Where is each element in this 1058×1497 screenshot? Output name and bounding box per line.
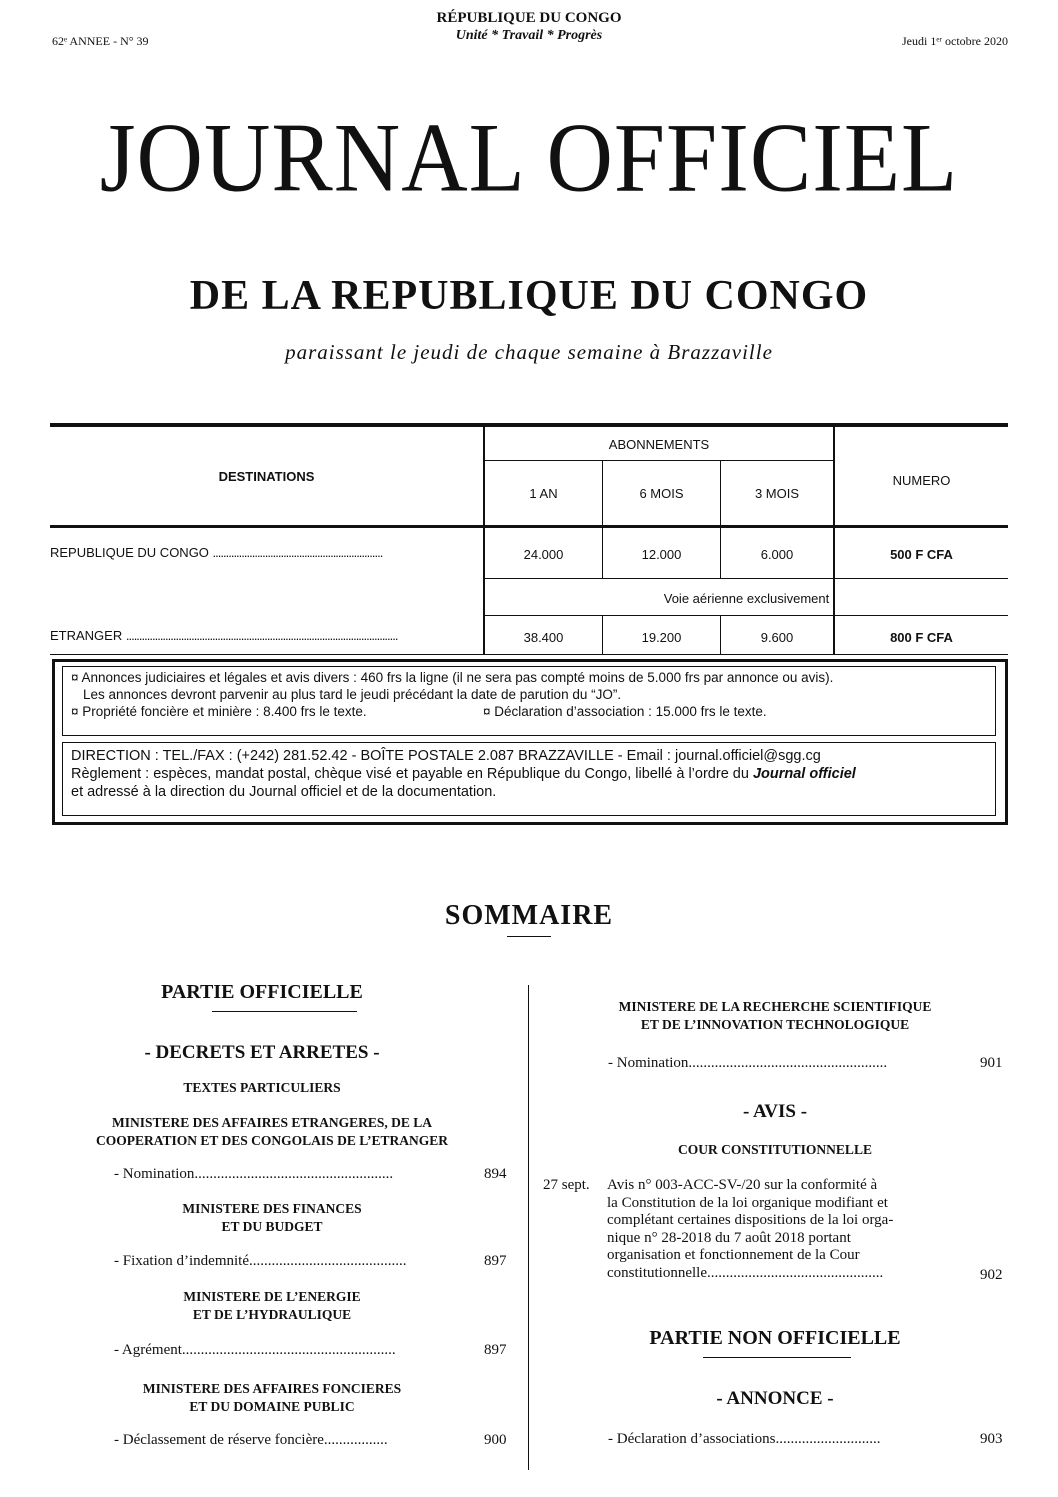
motto: Unité * Travail * Progrès [455, 28, 603, 43]
announcement-line: ¤ Déclaration d’association : 15.000 frs le texte. [483, 704, 767, 719]
column-divider [528, 985, 529, 1470]
announcement-line: Les annonces devront parvenir au plus tard le jeudi précédant la date de parution du “JO”. [83, 687, 622, 702]
ministry-heading: MINISTERE DES FINANCES ET DU BUDGET [182, 1201, 362, 1234]
sommaire-underline [507, 936, 551, 937]
toc-entry: - Agrément......................................................... [114, 1342, 396, 1358]
toc-page: 900 [484, 1432, 507, 1448]
price-cell: 19.200 [641, 630, 682, 645]
table-header-rule [50, 525, 1008, 528]
toc-page: 902 [980, 1267, 1003, 1283]
subscription-table [50, 423, 1008, 655]
direction-contact: DIRECTION : TEL./FAX : (+242) 281.52.42 - BOÎTE POSTALE 2.087 BRAZZAVILLE - Email : journal.officiel@sgg.cg [71, 748, 821, 764]
table-vline [483, 427, 485, 655]
toc-page: 903 [980, 1431, 1003, 1447]
toc-entry: - Déclassement de réserve foncière................. [114, 1432, 388, 1448]
issue-date: Jeudi 1ᵉʳ octobre 2020 [902, 34, 1008, 48]
toc-page: 897 [484, 1253, 507, 1269]
period-header: 6 MOIS [639, 486, 684, 501]
republic-label: RÉPUBLIQUE DU CONGO [436, 10, 622, 26]
price-cell: 12.000 [641, 547, 682, 562]
announcement-line: ¤ Annonces judiciaires et légales et avis divers : 460 frs la ligne (il ne sera pas compté moins de 5.000 frs par annonce ou avis). [71, 670, 834, 685]
ministry-heading: MINISTERE DES AFFAIRES FONCIERES ET DU DOMAINE PUBLIC [142, 1381, 402, 1414]
ministry-heading: MINISTERE DES AFFAIRES ETRANGERES, DE LA COOPERATION ET DES CONGOLAIS DE L’ETRANGER [96, 1115, 448, 1148]
table-hline [485, 578, 1008, 579]
section-underline [703, 1357, 851, 1358]
textes-particuliers: TEXTES PARTICULIERS [183, 1080, 341, 1095]
air-mail-note: Voie aérienne exclusivement [663, 591, 830, 606]
journal-title: JOURNAL OFFICIEL [99, 102, 959, 212]
period-header: 3 MOIS [754, 486, 800, 501]
announcement-line: ¤ Propriété foncière et minière : 8.400 frs le texte. [71, 704, 367, 719]
direction-payment: Règlement : espèces, mandat postal, chèque visé et payable en République du Congo, libellé à l’ordre du Journal officiel [71, 766, 856, 782]
partie-non-officielle: PARTIE NON OFFICIELLE [649, 1327, 901, 1349]
partie-officielle: PARTIE OFFICIELLE [161, 981, 363, 1003]
sommaire-title: SOMMAIRE [444, 900, 614, 931]
period-header: 1 AN [529, 486, 558, 501]
avis-date: 27 sept. [543, 1177, 590, 1193]
decrets-arretes: - DECRETS ET ARRETES - [144, 1042, 380, 1063]
table-hline [485, 615, 1008, 616]
announcements-box [62, 666, 996, 736]
toc-entry: - Nomination..................................................... [608, 1055, 888, 1071]
price-cell: 38.400 [523, 630, 564, 645]
journal-tagline: paraissant le jeudi de chaque semaine à Brazzaville [285, 340, 773, 364]
annonce-heading: - ANNONCE - [716, 1388, 834, 1409]
numero-price: 500 F CFA [890, 547, 953, 562]
announcement-prices [71, 703, 987, 720]
destination-congo: REPUBLIQUE DU CONGO ................................................................. [50, 545, 383, 560]
direction-box [62, 742, 996, 816]
table-hline [485, 460, 833, 461]
toc-page: 901 [980, 1055, 1003, 1071]
table-vline [833, 427, 835, 655]
destinations-header: DESTINATIONS [218, 469, 315, 484]
ministry-heading: MINISTERE DE LA RECHERCHE SCIENTIFIQUE ET DE L’INNOVATION TECHNOLOGIQUE [618, 999, 932, 1032]
toc-entry: - Déclaration d’associations............................ [608, 1431, 881, 1447]
abonnements-header: ABONNEMENTS [608, 437, 710, 452]
masthead-republic [0, 10, 1058, 44]
table-top-rule [50, 423, 1008, 427]
destination-etranger: ETRANGER ........................................................................................................ [50, 628, 398, 643]
direction-address: et adressé à la direction du Journal officiel et de la documentation. [71, 784, 497, 800]
journal-officiel-name: Journal officiel [752, 766, 856, 782]
section-underline [212, 1011, 357, 1012]
price-cell: 24.000 [523, 547, 564, 562]
numero-price: 800 F CFA [890, 630, 953, 645]
avis-description: Avis n° 003-ACC-SV-/20 sur la conformité à la Constitution de la loi organique modifiant et complétant certaines dispositions de la loi orga- nique n° 28-2018 du 7 août 2018 portant organisation et fonctionnement de la Cour constitutionnelle............................................... [607, 1177, 894, 1281]
toc-entry: - Nomination..................................................... [114, 1166, 394, 1182]
journal-subtitle: DE LA REPUBLIQUE DU CONGO [189, 273, 869, 319]
price-cell: 6.000 [760, 547, 794, 562]
court-heading: COUR CONSTITUTIONNELLE [678, 1142, 872, 1157]
issue-number: 62ᵉ ANNEE - N° 39 [52, 34, 149, 48]
toc-entry: - Fixation d’indemnité.......................................... [114, 1253, 407, 1269]
avis-heading: - AVIS - [742, 1101, 808, 1122]
price-cell: 9.600 [760, 630, 794, 645]
toc-page: 897 [484, 1342, 507, 1358]
ministry-heading: MINISTERE DE L’ENERGIE ET DE L’HYDRAULIQUE [183, 1289, 361, 1322]
numero-header: NUMERO [892, 473, 951, 488]
table-bottom-rule [50, 654, 1008, 655]
toc-page: 894 [484, 1166, 507, 1182]
